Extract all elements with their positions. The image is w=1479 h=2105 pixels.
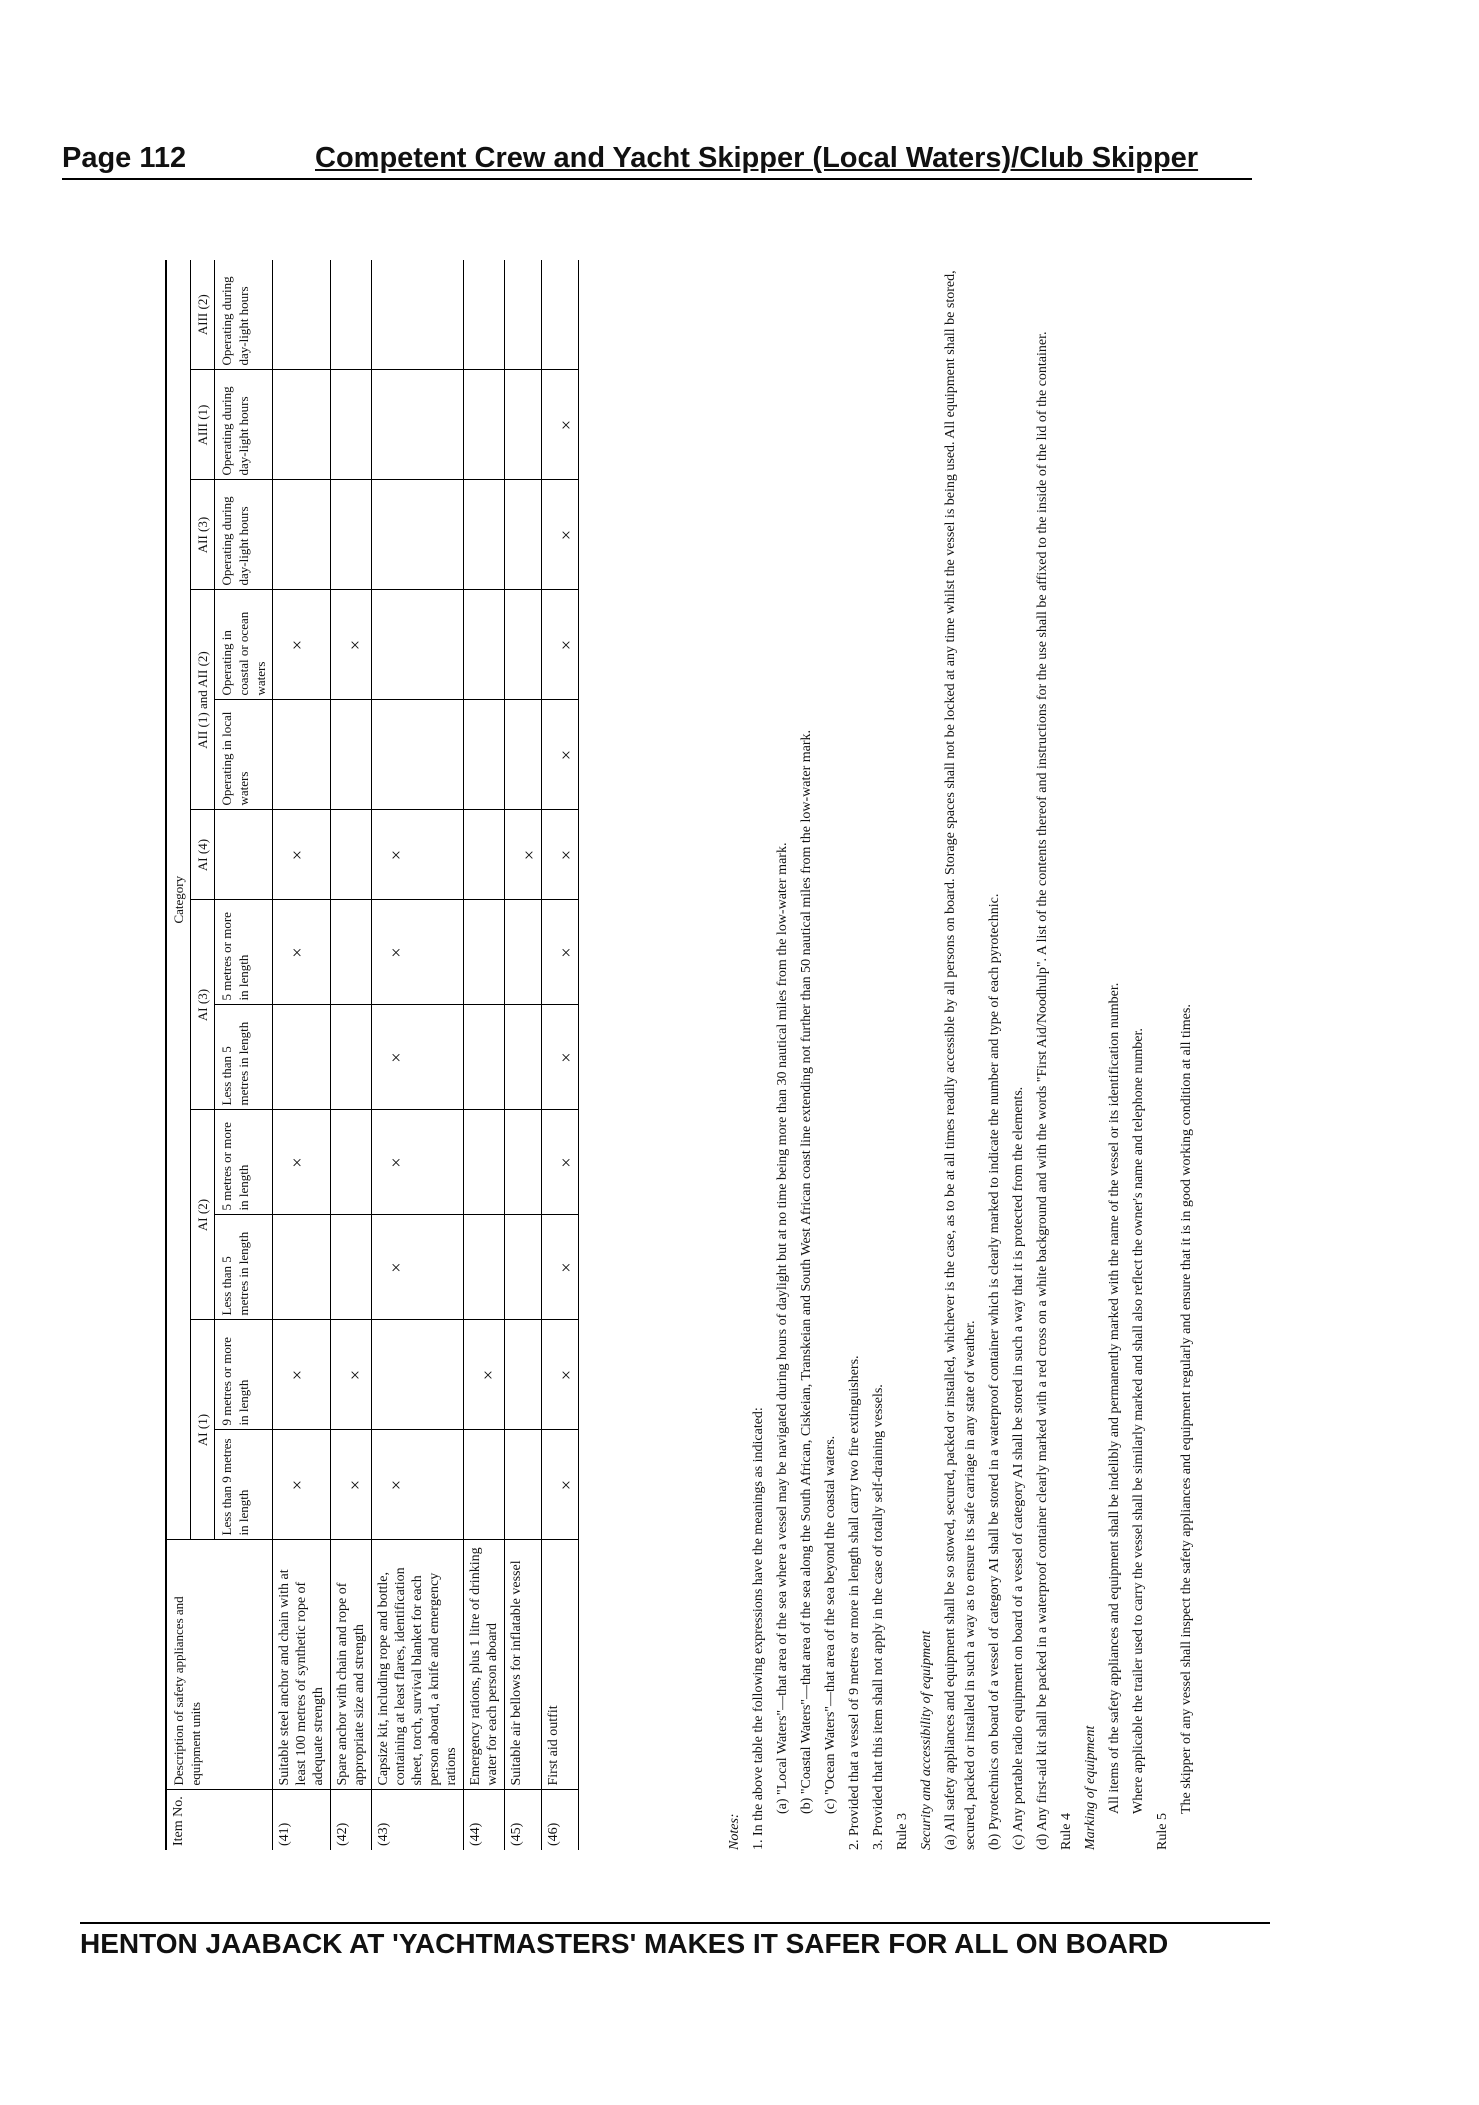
requirement-mark — [505, 480, 542, 590]
requirement-mark — [331, 260, 372, 370]
rule-4-heading: Rule 4 — [1059, 1813, 1074, 1850]
requirement-mark: × — [542, 1110, 579, 1215]
header-rule — [62, 178, 1252, 180]
item-description: Suitable steel anchor and chain with at least 100 metres of synthetic rope of adequate strength — [273, 1540, 331, 1790]
rule-3c: (c) Any portable radio equipment on board of a vessel of category AI shall be stored in such a way that it is protected from the elements. — [1011, 1086, 1026, 1850]
requirement-mark — [505, 1215, 542, 1320]
item-description: Capsize kit, including rope and bottle, containing at least flares, identification sheet, torch, survival blanket for each person aboard, a knife and emergency rations — [372, 1540, 464, 1790]
item-number: (41) — [273, 1790, 331, 1850]
table-row — [273, 260, 331, 1850]
item-number: (46) — [542, 1790, 579, 1850]
notes-heading: Notes: — [727, 1813, 742, 1850]
subcol-header: Less than 5 metres in length — [215, 1005, 273, 1110]
table-row — [505, 260, 542, 1850]
requirement-mark — [505, 1005, 542, 1110]
requirement-mark: × — [542, 1430, 579, 1540]
requirement-mark — [372, 1320, 464, 1430]
item-number: (44) — [464, 1790, 505, 1850]
requirement-mark: × — [273, 810, 331, 900]
requirement-mark: × — [273, 1320, 331, 1430]
table-row — [331, 260, 372, 1850]
requirement-mark — [372, 260, 464, 370]
requirement-mark: × — [542, 700, 579, 810]
requirement-mark — [464, 590, 505, 700]
requirement-mark — [464, 480, 505, 590]
subcol-header: Operating during day-light hours — [215, 260, 273, 370]
requirement-mark — [331, 700, 372, 810]
requirement-mark: × — [273, 900, 331, 1005]
requirement-mark — [273, 370, 331, 480]
requirement-mark: × — [372, 1430, 464, 1540]
requirement-mark — [505, 900, 542, 1005]
item-number: (43) — [372, 1790, 464, 1850]
requirement-mark: × — [273, 1430, 331, 1540]
note-1c: (c) "Ocean Waters"—that area of the sea beyond the coastal waters. — [823, 1435, 838, 1814]
group-header: AIII (2) — [191, 260, 215, 370]
subcol-header: 5 metres or more in length — [215, 900, 273, 1005]
note-2: 2. Provided that a vessel of 9 metres or more in length shall carry two fire extinguishers. — [847, 1355, 862, 1850]
item-no-header: Item No. — [166, 1790, 273, 1850]
requirement-mark: × — [372, 810, 464, 900]
requirement-mark — [505, 1320, 542, 1430]
rule-3-title: Security and accessibility of equipment — [919, 1630, 934, 1850]
requirement-mark — [331, 480, 372, 590]
requirement-mark — [273, 480, 331, 590]
group-header: AI (2) — [191, 1110, 215, 1320]
note-1b: (b) "Coastal Waters"—that area of the sea along the South African, Ciskeian, Transkeian and South West African coast line extending not further than 50 nautical miles from the low-water mark. — [799, 729, 814, 1814]
subcol-header: Less than 5 metres in length — [215, 1215, 273, 1320]
requirement-mark — [273, 260, 331, 370]
requirement-mark: × — [542, 1320, 579, 1430]
requirement-mark: × — [505, 810, 542, 900]
note-1a: (a) "Local Waters"—that area of the sea where a vessel may be navigated during hours of daylight but at no time being more than 30 nautical miles from the low-water mark. — [775, 842, 790, 1814]
requirement-mark: × — [372, 900, 464, 1005]
footer-rule — [80, 1922, 1270, 1924]
item-description: Spare anchor with chain and rope of appropriate size and strength — [331, 1540, 372, 1790]
requirement-mark — [505, 370, 542, 480]
requirement-mark — [464, 700, 505, 810]
rule-5: The skipper of any vessel shall inspect the safety appliances and equipment regularly and ensure that it is in good working condition at all times. — [1179, 1004, 1194, 1814]
requirement-mark: × — [542, 1005, 579, 1110]
requirement-mark — [372, 590, 464, 700]
note-3: 3. Provided that this item shall not apply in the case of totally self-draining vessels. — [871, 1384, 886, 1850]
note-1: 1. In the above table the following expressions have the meanings as indicated: — [751, 1407, 766, 1850]
requirement-mark — [273, 700, 331, 810]
requirement-mark: × — [542, 480, 579, 590]
requirement-mark — [464, 1430, 505, 1540]
subcol-header: Operating in coastal or ocean waters — [215, 590, 273, 700]
requirement-mark: × — [542, 900, 579, 1005]
rule-3d: (d) Any first-aid kit shall be packed in a waterproof container clearly marked with a red cross on a white background and with the words "First Aid/Noodhulp". A list of the contents thereof and instructions for the use shall be affixed to the inside of the lid of the container. — [1035, 331, 1050, 1850]
requirement-mark — [372, 480, 464, 590]
rule-4-title: Marking of equipment — [1083, 1725, 1098, 1850]
item-description: Suitable air bellows for inflatable vessel — [505, 1540, 542, 1790]
rule-3b: (b) Pyrotechnics on board of a vessel of category AI shall be stored in a waterproof container which is clearly marked to indicate the number and type of each pyrotechnic. — [987, 893, 1002, 1850]
requirement-mark — [331, 1005, 372, 1110]
requirement-mark — [331, 1215, 372, 1320]
requirement-mark — [372, 370, 464, 480]
requirement-mark — [464, 260, 505, 370]
requirement-mark: × — [273, 1110, 331, 1215]
requirement-mark — [464, 370, 505, 480]
requirement-mark — [464, 1110, 505, 1215]
requirement-mark — [505, 590, 542, 700]
item-description: First aid outfit — [542, 1540, 579, 1790]
requirement-mark — [464, 1005, 505, 1110]
subcol-header: Less than 9 metres in length — [215, 1430, 273, 1540]
footer-banner: HENTON JAABACK AT 'YACHTMASTERS' MAKES IT SAFER FOR ALL ON BOARD — [80, 1928, 1169, 1959]
page-number: Page 112 — [62, 142, 187, 174]
table-row — [542, 260, 579, 1850]
group-header: AIII (1) — [191, 370, 215, 480]
notes-section — [725, 260, 1201, 1850]
table-row — [464, 260, 505, 1850]
group-header: AI (4) — [191, 810, 215, 900]
requirement-mark — [331, 1110, 372, 1215]
requirement-mark — [542, 260, 579, 370]
subcol-header: Operating during day-light hours — [215, 370, 273, 480]
subcol-header: Operating in local waters — [215, 700, 273, 810]
requirement-mark — [331, 900, 372, 1005]
rule-4b: Where applicable the trailer used to carry the vessel shall be similarly marked and shall also reflect the owner's name and telephone number. — [1131, 1028, 1146, 1814]
requirement-mark — [464, 810, 505, 900]
requirement-mark: × — [372, 1005, 464, 1110]
subcol-header: Operating during day-light hours — [215, 480, 273, 590]
requirement-mark: × — [542, 810, 579, 900]
requirement-mark — [331, 370, 372, 480]
requirement-mark — [273, 1215, 331, 1320]
item-number: (42) — [331, 1790, 372, 1850]
item-description: Emergency rations, plus 1 litre of drinking water for each person aboard — [464, 1540, 505, 1790]
requirement-mark: × — [273, 590, 331, 700]
requirement-mark — [505, 260, 542, 370]
requirement-mark — [273, 1005, 331, 1110]
rule-3a: (a) All safety appliances and equipment shall be so stowed, secured, packed or installed, whichever is the case, as to be at all times readily accessible by all persons on board. Storage spaces shall not be locked at any time whilst the vessel is being used. All equipment shall be stored, secured, packed or installed in such a way as to ensure its safe carriage in any state of weather. — [943, 270, 978, 1850]
page-title: Competent Crew and Yacht Skipper (Local Waters)/Club Skipper — [315, 142, 1199, 174]
group-header: AII (3) — [191, 480, 215, 590]
requirement-mark — [331, 810, 372, 900]
rule-4a: All items of the safety appliances and equipment shall be indelibly and permanently marked with the name of the vessel or its identification number. — [1107, 982, 1122, 1814]
requirement-mark — [372, 700, 464, 810]
requirement-mark — [505, 700, 542, 810]
group-header: AI (3) — [191, 900, 215, 1110]
requirement-mark: × — [331, 590, 372, 700]
subcol-header — [215, 810, 273, 900]
requirement-mark: × — [372, 1110, 464, 1215]
subcol-header: 5 metres or more in length — [215, 1110, 273, 1215]
requirement-mark: × — [542, 370, 579, 480]
requirement-mark — [505, 1110, 542, 1215]
rule-5-heading: Rule 5 — [1155, 1813, 1170, 1850]
group-header: AII (1) and AII (2) — [191, 590, 215, 810]
category-header: Category — [166, 260, 191, 1540]
requirement-mark — [464, 1215, 505, 1320]
group-header: AI (1) — [191, 1320, 215, 1540]
requirement-mark: × — [331, 1430, 372, 1540]
rule-3-heading: Rule 3 — [895, 1813, 910, 1850]
requirement-mark: × — [542, 1215, 579, 1320]
rotated-content — [165, 260, 1245, 1850]
subcol-header: 9 metres or more in length — [215, 1320, 273, 1430]
safety-equipment-table — [165, 260, 579, 1850]
requirement-mark — [505, 1430, 542, 1540]
requirement-mark: × — [542, 590, 579, 700]
item-number: (45) — [505, 1790, 542, 1850]
requirement-mark: × — [464, 1320, 505, 1430]
description-header: Description of safety appliances and equipment units — [166, 1540, 273, 1790]
table-row — [372, 260, 464, 1850]
requirement-mark — [464, 900, 505, 1005]
requirement-mark: × — [372, 1215, 464, 1320]
requirement-mark: × — [331, 1320, 372, 1430]
